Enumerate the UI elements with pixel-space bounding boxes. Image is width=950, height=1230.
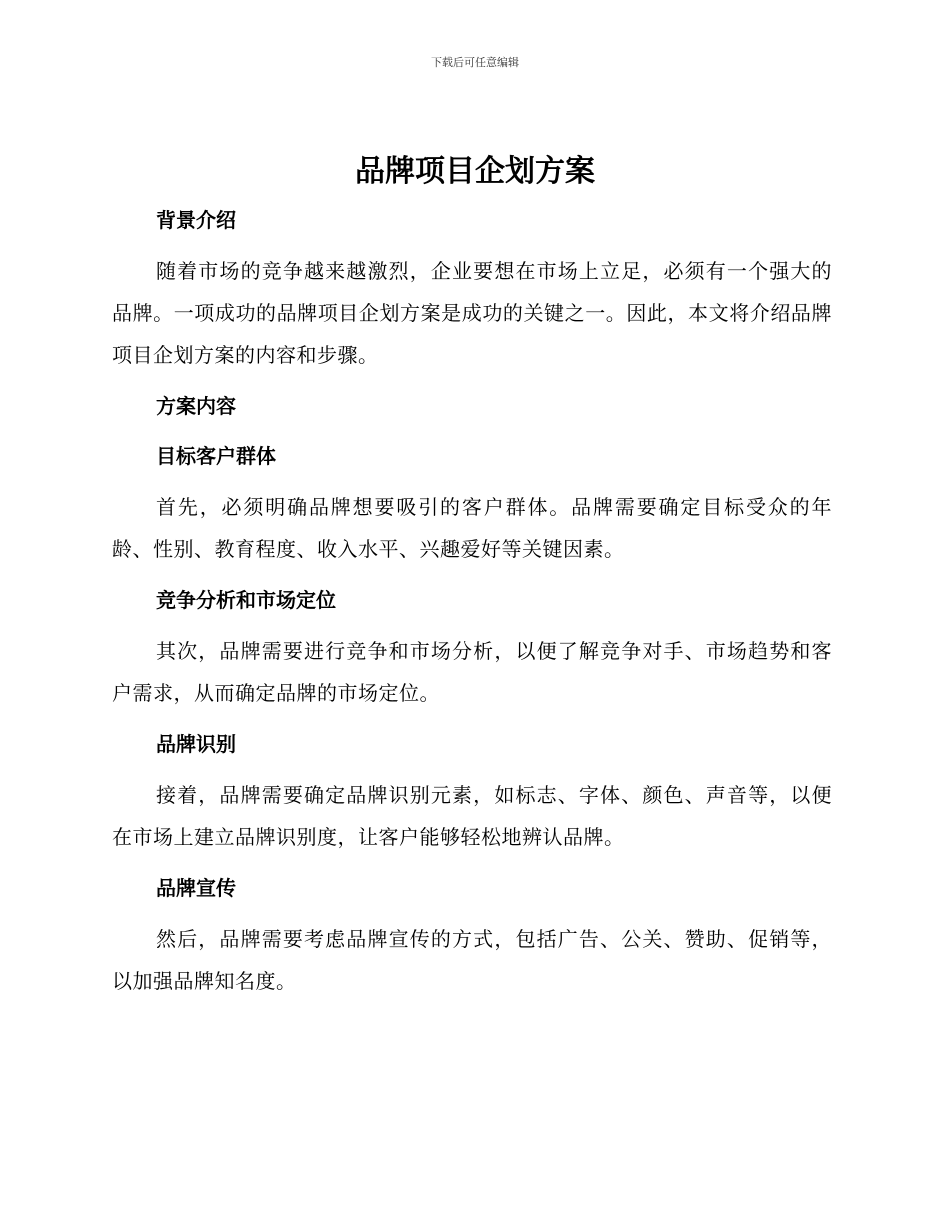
heading-brand-promotion: 品牌宣传 (156, 876, 236, 900)
paragraph-background: 随着市场的竞争越来越激烈，企业要想在市场上立足，必须有一个强大的品牌。一项成功的品牌项目企划方案是成功的关键之一。因此，本文将介绍品牌项目企划方案的内容和步骤。 (112, 259, 832, 367)
heading-competition: 竞争分析和市场定位 (156, 588, 336, 612)
document-title: 品牌项目企划方案 (355, 154, 595, 189)
header-note: 下载后可任意编辑 (431, 56, 519, 69)
heading-content: 方案内容 (156, 394, 236, 418)
paragraph-brand-identity: 接着，品牌需要确定品牌识别元素，如标志、字体、颜色、声音等，以便在市场上建立品牌识别度，让客户能够轻松地辨认品牌。 (112, 783, 832, 849)
heading-background: 背景介绍 (156, 208, 236, 232)
paragraph-target-customers: 首先，必须明确品牌想要吸引的客户群体。品牌需要确定目标受众的年龄、性别、教育程度、收入水平、兴趣爱好等关键因素。 (112, 495, 832, 561)
heading-target-customers: 目标客户群体 (156, 444, 276, 468)
paragraph-brand-promotion: 然后，品牌需要考虑品牌宣传的方式，包括广告、公关、赞助、促销等，以加强品牌知名度。 (112, 927, 832, 993)
heading-brand-identity: 品牌识别 (156, 732, 236, 756)
document-body (112, 200, 832, 1002)
paragraph-competition: 其次，品牌需要进行竞争和市场分析，以便了解竞争对手、市场趋势和客户需求，从而确定品牌的市场定位。 (112, 639, 832, 705)
